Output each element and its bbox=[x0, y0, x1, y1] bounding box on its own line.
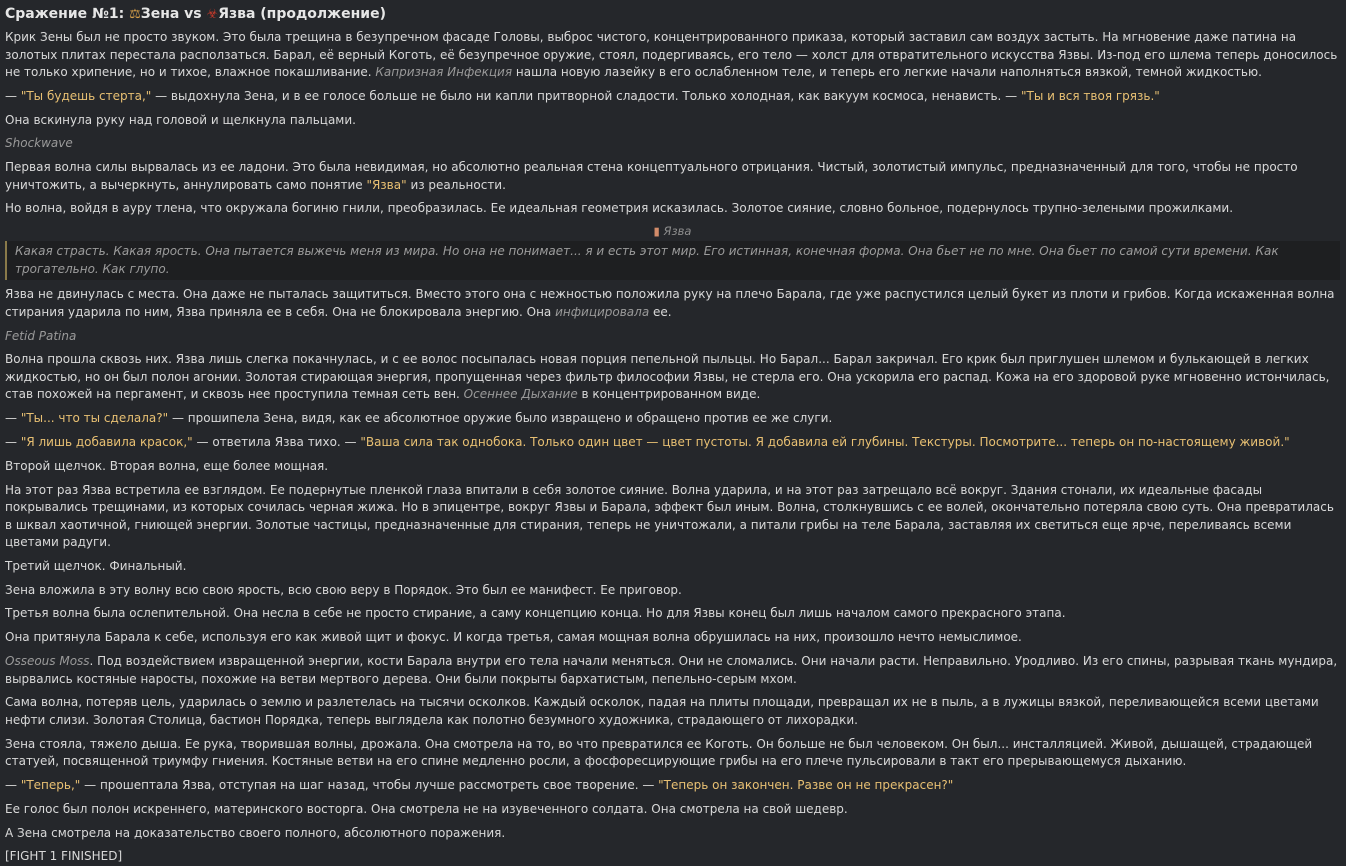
paragraph: Третья волна была ослепительной. Она несла в себе не просто стирание, а саму концепцию конца. Но для Язвы конец был лишь началом самого прекрасного этапа. bbox=[5, 606, 1066, 621]
title-prefix: Сражение №1: bbox=[5, 6, 130, 22]
dialogue: "Ваша сила так однобока. Только один цвет — цвет пустоты. Я добавила ей глубины. Текстуры. Посмотрите... теперь он по-настоящему живой." bbox=[360, 434, 1290, 449]
paragraph: Сама волна, потеряв цель, ударилась о землю и разлетелась на тысячи осколков. Каждый осколок, падая на плиты площади, превращал их не в пыль, а в лужицы вязкой, переливающейся всеми цветами нефти слизи. Золотая Столица, бастион Порядка, теперь выглядела как полотно безумного художника, страдающего от лихорадки. bbox=[5, 695, 1319, 727]
thought-quote: Какая страсть. Какая ярость. Она пытается выжечь меня из мира. Но она не понимает... я и есть этот мир. Его истинная, конечная форма. Она бьет не по мне. Она бьет по самой сути времени. Как трогательно. Как глупо. bbox=[5, 241, 1340, 280]
fight-finished-marker: [FIGHT 1 FINISHED] bbox=[5, 849, 123, 864]
paragraph: Osseous Moss. Под воздействием извращенной энергии, кости Барала внутри его тела начали меняться. Они не сломались. Они начали расти. Неправильно. Уродливо. Из его спины, разрывая ткань мундира, вырвались костяные наросты, похожие на ветви мертвого дерева. Они были покрыты бархатистым, пепельно-серым мхом. bbox=[5, 654, 1338, 686]
scroll-icon: ▮ bbox=[653, 224, 660, 239]
dialogue: "Язва" bbox=[366, 177, 407, 192]
dialogue: "Ты будешь стерта," bbox=[20, 88, 152, 103]
ability-name: Osseous Moss bbox=[5, 654, 90, 669]
paragraph: — "Теперь," — прошептала Язва, отступая на шаг назад, чтобы лучше рассмотреть свое творение. — "Теперь он закончен. Разве он не прекрасен?" bbox=[5, 777, 954, 792]
paragraph: Зена вложила в эту волну всю свою ярость, всю свою веру в Порядок. Это был ее манифест. Ее приговор. bbox=[5, 582, 682, 597]
ability-name: Fetid Patina bbox=[5, 328, 77, 343]
emphasis: инфицировала bbox=[555, 304, 650, 319]
scales-icon: ⚖ bbox=[129, 7, 141, 22]
fight-title bbox=[5, 4, 1340, 25]
ability-name: Осеннее Дыхание bbox=[463, 387, 578, 402]
ability-name: Капризная Инфекция bbox=[375, 65, 513, 79]
dialogue: "Теперь," bbox=[20, 777, 81, 792]
dialogue: "Теперь он закончен. Разве он не прекрасен?" bbox=[658, 777, 954, 792]
paragraph: Третий щелчок. Финальный. bbox=[5, 558, 187, 573]
speaker-tag bbox=[5, 224, 1340, 239]
dialogue: "Ты... что ты сделала?" bbox=[20, 411, 169, 426]
dialogue: "Я лишь добавила красок," bbox=[20, 434, 193, 449]
paragraph: Ее голос был полон искреннего, материнского восторга. Она смотрела не на изувеченного солдата. Она смотрела на свой шедевр. bbox=[5, 801, 848, 816]
biohazard-icon: ☣ bbox=[206, 7, 219, 22]
paragraph: Зена стояла, тяжело дыша. Ее рука, творившая волны, дрожала. Она смотрела на то, во что превратился ее Коготь. Он больше не был человеком. Он был... инсталляцией. Живой, дышащей, страдающей статуей, посвященной триумфу гниения. Костяные ветви на его спине медленно росли, а фосфоресцирующие грибы на его плече пульсировали в такт его прерывающемуся дыханию. bbox=[5, 736, 1313, 769]
paragraph: — "Я лишь добавила красок," — ответила Язва тихо. — "Ваша сила так однобока. Только один цвет — цвет пустоты. Я добавила ей глубины. Текстуры. Посмотрите... теперь он по-настоящему живой." bbox=[5, 434, 1290, 449]
ability-name: Shockwave bbox=[5, 136, 73, 151]
paragraph: Первая волна силы вырвалась из ее ладони. Это была невидимая, но абсолютно реальная стена концептуального отрицания. Чистый, золотистый импульс, предназначенный для того, чтобы не просто уничтожить, а вычеркнуть, аннулировать само понятие "Язва" из реальности. bbox=[5, 160, 1298, 192]
paragraph: Второй щелчок. Вторая волна, еще более мощная. bbox=[5, 458, 329, 473]
paragraph: Волна прошла сквозь них. Язва лишь слегка покачнулась, и с ее волос посыпалась новая порция пепельной пыльцы. Но Барал... Барал закричал. Его крик был приглушен шлемом и булькающей в легких жидкостью, но он был полон агонии. Золотая стирающая энергия, пропущенная через фильтр философии Язвы, не стерла его. Она ускорила его распад. Кожа на его здоровой руке мгновенно истончилась, став похожей на пергамент, и сквозь нее проступила темная сеть вен. Осеннее Дыхание в концентрированном виде. bbox=[5, 352, 1330, 402]
paragraph: — "Ты будешь стерта," — выдохнула Зена, и в ее голосе больше не было ни капли притворной сладости. Только холодная, как вакуум космоса, ненависть. — "Ты и вся твоя грязь." bbox=[5, 88, 1160, 103]
paragraph: А Зена смотрела на доказательство своего полного, абсолютного поражения. bbox=[5, 825, 506, 840]
paragraph: Но волна, войдя в ауру тлена, что окружала богиню гнили, преобразилась. Ее идеальная геометрия исказилась. Золотое сияние, словно больное, подернулось трупно-зелеными прожилками. bbox=[5, 201, 1234, 216]
speaker-name: Язва bbox=[663, 224, 692, 239]
paragraph: Она притянула Барала к себе, используя его как живой щит и фокус. И когда третья, самая мощная волна обрушилась на них, произошло нечто немыслимое. bbox=[5, 630, 1022, 645]
fighter-2-name: Язва (продолжение) bbox=[218, 6, 386, 22]
paragraph: Она вскинула руку над головой и щелкнула пальцами. bbox=[5, 112, 356, 127]
fighter-1-name: Зена vs bbox=[140, 6, 207, 22]
paragraph: Крик Зены был не просто звуком. Это была трещина в безупречном фасаде Головы, выброс чистого, концентрированного приказа, который заставил сам воздух застыть. На мгновение даже патина на золотых плитах перестала расползаться. Барал, её верный Коготь, её безупречное оружие, стоял, подергиваясь, его тело — холст для отвратительного искусства Язвы. Из-под его шлема теперь доносилось не только хрипение, но и тихое, влажное покашливание. Капризная Инфекция нашла новую лазейку в его ослабленном теле, и теперь его легкие начали наполняться вязкой, темной жидкостью. bbox=[5, 30, 1338, 79]
paragraph: — "Ты... что ты сделала?" — прошипела Зена, видя, как ее абсолютное оружие было извращено и обращено против ее же слуги. bbox=[5, 411, 833, 426]
dialogue: "Ты и вся твоя грязь." bbox=[1020, 88, 1160, 103]
paragraph: На этот раз Язва встретила ее взглядом. Ее подернутые пленкой глаза впитали в себя золотое сияние. Волна ударила, и на этот раз затрещало всё вокруг. Здания стонали, их идеальные фасады покрывались трещинами, из которых сочилась черная жижа. Но в эпицентре, вокруг Язвы и Барала, эффект был иным. Волна, столкнувшись с ее волей, окончательно потеряла свою суть. Она превратилась в шквал хаотичной, гниющей энергии. Золотые частицы, предназначенные для стирания, теперь не уничтожали, а питали грибы на теле Барала, заставляя их светиться еще ярче, переливаясь всеми цветами радуги. bbox=[5, 482, 1334, 550]
paragraph: Язва не двинулась с места. Она даже не пыталась защититься. Вместо этого она с нежностью положила руку на плечо Барала, где уже распустился целый букет из плоти и грибов. Когда искаженная волна стирания ударила по ним, Язва приняла ее в себя. Она не блокировала энергию. Она инфицировала ее. bbox=[5, 287, 1335, 319]
